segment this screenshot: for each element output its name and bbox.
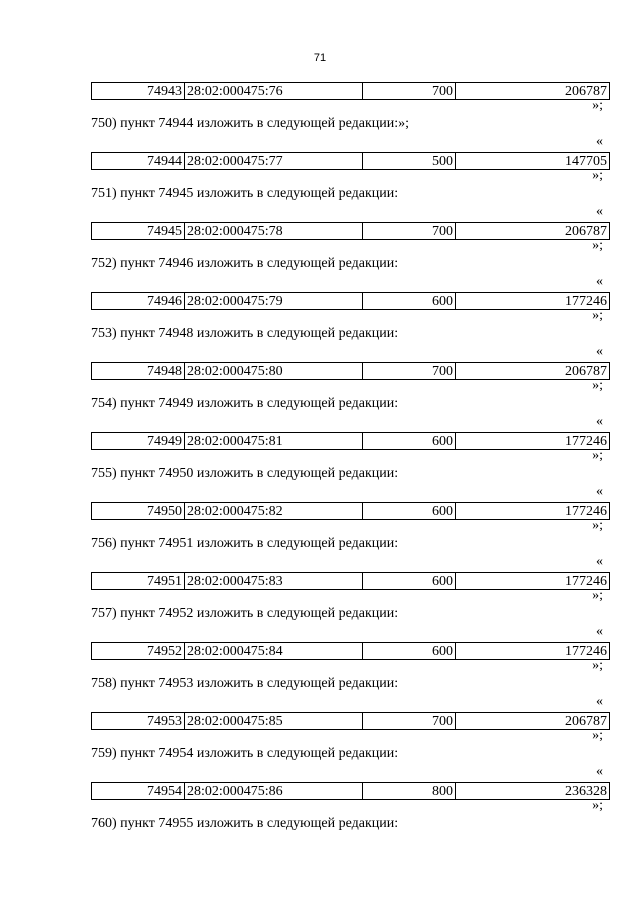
opening-quote: « — [596, 134, 603, 149]
amendment-instruction: 760) пункт 74955 изложить в следующей редакции: — [91, 816, 399, 831]
value-cell: 206787 — [456, 223, 610, 240]
closing-quote: »; — [592, 308, 603, 323]
area-cell: 600 — [363, 293, 456, 310]
area-cell: 600 — [363, 643, 456, 660]
area-cell: 600 — [363, 433, 456, 450]
amendment-block — [91, 712, 611, 782]
area-cell: 700 — [363, 223, 456, 240]
opening-quote: « — [596, 694, 603, 709]
closing-quote: »; — [592, 98, 603, 113]
cadastral-number-cell: 28:02:000475:78 — [185, 223, 363, 240]
cadastral-number-cell: 28:02:000475:81 — [185, 433, 363, 450]
value-cell: 147705 — [456, 153, 610, 170]
closing-quote: »; — [592, 728, 603, 743]
amendment-block — [91, 152, 611, 222]
value-cell: 177246 — [456, 643, 610, 660]
parcel-table-row — [91, 782, 610, 800]
cadastral-number-cell: 28:02:000475:85 — [185, 713, 363, 730]
document-body — [91, 82, 611, 852]
closing-quote: »; — [592, 238, 603, 253]
parcel-table-row — [91, 502, 610, 520]
item-number-cell: 74945 — [92, 223, 185, 240]
closing-quote: »; — [592, 588, 603, 603]
amendment-instruction: 750) пункт 74944 изложить в следующей редакции:»; — [91, 116, 410, 131]
amendment-instruction: 759) пункт 74954 изложить в следующей редакции: — [91, 746, 399, 761]
opening-quote: « — [596, 554, 603, 569]
area-cell: 700 — [363, 713, 456, 730]
opening-quote: « — [596, 204, 603, 219]
cadastral-number-cell: 28:02:000475:86 — [185, 783, 363, 800]
area-cell: 700 — [363, 83, 456, 100]
item-number-cell: 74943 — [92, 83, 185, 100]
amendment-block — [91, 82, 611, 152]
amendment-block — [91, 222, 611, 292]
cadastral-number-cell: 28:02:000475:83 — [185, 573, 363, 590]
opening-quote: « — [596, 274, 603, 289]
parcel-table-row — [91, 222, 610, 240]
cadastral-number-cell: 28:02:000475:76 — [185, 83, 363, 100]
amendment-block — [91, 502, 611, 572]
parcel-table-row — [91, 572, 610, 590]
parcel-table-row — [91, 712, 610, 730]
parcel-table-row — [91, 292, 610, 310]
amendment-instruction: 754) пункт 74949 изложить в следующей редакции: — [91, 396, 399, 411]
parcel-table-row — [91, 642, 610, 660]
amendment-instruction: 756) пункт 74951 изложить в следующей редакции: — [91, 536, 399, 551]
parcel-table-row — [91, 362, 610, 380]
item-number-cell: 74950 — [92, 503, 185, 520]
amendment-block — [91, 782, 611, 852]
closing-quote: »; — [592, 378, 603, 393]
item-number-cell: 74944 — [92, 153, 185, 170]
amendment-instruction: 752) пункт 74946 изложить в следующей редакции: — [91, 256, 399, 271]
value-cell: 177246 — [456, 573, 610, 590]
parcel-table-row — [91, 432, 610, 450]
value-cell: 206787 — [456, 713, 610, 730]
amendment-instruction: 757) пункт 74952 изложить в следующей редакции: — [91, 606, 399, 621]
value-cell: 177246 — [456, 503, 610, 520]
amendment-block — [91, 292, 611, 362]
amendment-block — [91, 362, 611, 432]
area-cell: 500 — [363, 153, 456, 170]
area-cell: 600 — [363, 573, 456, 590]
item-number-cell: 74953 — [92, 713, 185, 730]
amendment-block — [91, 432, 611, 502]
closing-quote: »; — [592, 798, 603, 813]
value-cell: 206787 — [456, 363, 610, 380]
amendment-block — [91, 572, 611, 642]
cadastral-number-cell: 28:02:000475:80 — [185, 363, 363, 380]
item-number-cell: 74946 — [92, 293, 185, 310]
area-cell: 700 — [363, 363, 456, 380]
parcel-table-row — [91, 82, 610, 100]
amendment-block — [91, 642, 611, 712]
page-number: 71 — [313, 52, 327, 64]
cadastral-number-cell: 28:02:000475:84 — [185, 643, 363, 660]
area-cell: 600 — [363, 503, 456, 520]
item-number-cell: 74954 — [92, 783, 185, 800]
value-cell: 206787 — [456, 83, 610, 100]
value-cell: 236328 — [456, 783, 610, 800]
closing-quote: »; — [592, 168, 603, 183]
closing-quote: »; — [592, 658, 603, 673]
item-number-cell: 74951 — [92, 573, 185, 590]
area-cell: 800 — [363, 783, 456, 800]
closing-quote: »; — [592, 518, 603, 533]
item-number-cell: 74952 — [92, 643, 185, 660]
opening-quote: « — [596, 764, 603, 779]
opening-quote: « — [596, 414, 603, 429]
parcel-table-row — [91, 152, 610, 170]
item-number-cell: 74949 — [92, 433, 185, 450]
amendment-instruction: 751) пункт 74945 изложить в следующей редакции: — [91, 186, 399, 201]
cadastral-number-cell: 28:02:000475:79 — [185, 293, 363, 310]
item-number-cell: 74948 — [92, 363, 185, 380]
amendment-instruction: 753) пункт 74948 изложить в следующей редакции: — [91, 326, 399, 341]
opening-quote: « — [596, 484, 603, 499]
opening-quote: « — [596, 344, 603, 359]
amendment-instruction: 755) пункт 74950 изложить в следующей редакции: — [91, 466, 399, 481]
value-cell: 177246 — [456, 293, 610, 310]
closing-quote: »; — [592, 448, 603, 463]
value-cell: 177246 — [456, 433, 610, 450]
amendment-instruction: 758) пункт 74953 изложить в следующей редакции: — [91, 676, 399, 691]
cadastral-number-cell: 28:02:000475:82 — [185, 503, 363, 520]
cadastral-number-cell: 28:02:000475:77 — [185, 153, 363, 170]
opening-quote: « — [596, 624, 603, 639]
